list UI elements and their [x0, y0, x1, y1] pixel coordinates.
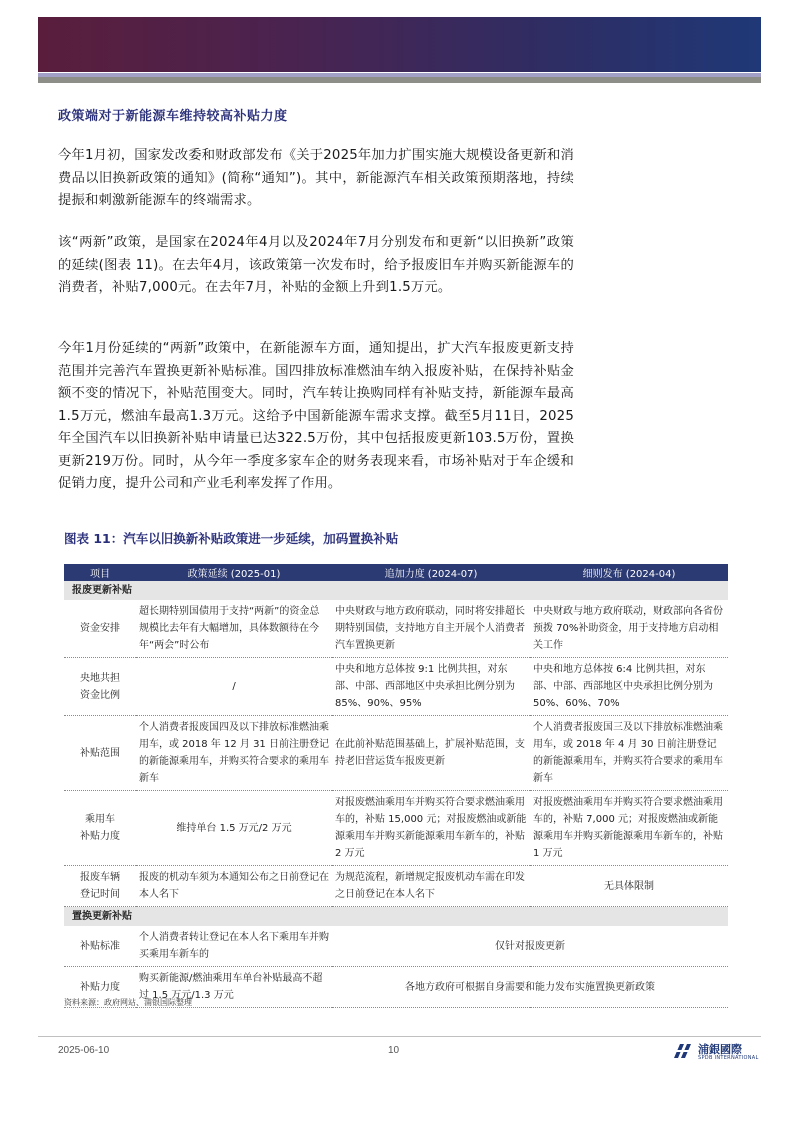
header-banner — [38, 17, 761, 72]
logo-mark-icon — [672, 1040, 694, 1062]
header-2025: 政策延续 (2025-01) — [136, 564, 332, 581]
header-2024-07: 追加力度 (2024-07) — [332, 564, 530, 581]
row-label: 报废车辆 登记时间 — [64, 866, 136, 907]
table-cell: 无具体限制 — [530, 866, 728, 907]
table-cell: 中央和地方总体按 6:4 比例共担，对东部、中部、西部地区中央承担比例分别为 50%、60%、70% — [530, 658, 728, 716]
section-row-exchange — [64, 907, 728, 927]
table-cell: 报废的机动车须为本通知公布之日前登记在本人名下 — [136, 866, 332, 907]
row-label: 乘用车 补贴力度 — [64, 791, 136, 866]
header-rule-gray — [38, 77, 761, 83]
section-row-scrap — [64, 581, 728, 600]
table-row — [64, 866, 728, 907]
table-cell: 各地方政府可根据自身需要和能力发布实施置换更新政策 — [332, 967, 728, 1008]
logo-text-cn: 浦銀國際 — [698, 1043, 742, 1056]
table-cell: 个人消费者报废国四及以下排放标准燃油乘用车，或 2018 年 12 月 31 日前注册登记的新能源乘用车，并购买符合要求的乘用车新车 — [136, 716, 332, 791]
row-label: 资金安排 — [64, 600, 136, 658]
table-cell: 为规范流程，新增规定报废机动车需在印发之日前登记在本人名下 — [332, 866, 530, 907]
footer-rule — [38, 1036, 761, 1037]
section-label: 置换更新补贴 — [64, 907, 728, 927]
paragraph-3: 今年1月份延续的“两新”政策中，在新能源车方面，通知提出，扩大汽车报废更新支持范围并完善汽车置换更新补贴标准。国四排放标准燃油车纳入报废补贴，在保持补贴金额不变的情况下，补贴范围变大。同时，汽车转让换购同样有补贴支持，新能源车最高1.5万元，燃油车最高1.3万元。这给予中国新能源车需求支撑。截至5月11日，2025年全国汽车以旧换新补贴申请量已达322.5万份，其中包括报废更新103.5万份，置换更新219万份。同时，从今年一季度多家车企的财务表现来看，市场补贴对于车企缓和促销力度，提升公司和产业毛利率发挥了作用。 — [58, 341, 574, 491]
row-label: 补贴力度 — [64, 967, 136, 1008]
table-cell: 购买新能源/燃油乘用车单台补贴最高不超过 1.5 万元/1.3 万元 — [136, 967, 332, 1008]
row-label: 补贴范围 — [64, 716, 136, 791]
header-2024-04: 细则发布 (2024-04) — [530, 564, 728, 581]
table-row — [64, 926, 728, 967]
table-row — [64, 600, 728, 658]
paragraph-1: 今年1月初，国家发改委和财政部发布《关于2025年加力扩围实施大规模设备更新和消费品以旧换新政策的通知》(简称“通知”)。其中，新能源汽车相关政策预期落地，持续提振和刺激新能源车的终端需求。 — [58, 148, 574, 208]
company-logo — [672, 1040, 762, 1064]
table-cell: 对报废燃油乘用车并购买符合要求燃油乘用车的，补贴 7,000 元；对报废燃油或新能源乘用车并购买新能源乘用车新车的，补贴 1 万元 — [530, 791, 728, 866]
header-item: 项目 — [64, 564, 136, 581]
section-title: 政策端对于新能源车维持较高补贴力度 — [58, 109, 288, 124]
table-cell: 维持单台 1.5 万元/2 万元 — [136, 791, 332, 866]
source-note: 资料来源：政府网站、浦银国际整理 — [64, 998, 192, 1007]
paragraph-2: 该“两新”政策，是国家在2024年4月以及2024年7月分别发布和更新“以旧换新”政策的延续(图表 11)。在去年4月，该政策第一次发布时，给予报废旧车并购买新能源车的消费者，补贴7,000元。在去年7月，补贴的金额上升到1.5万元。 — [58, 235, 574, 295]
table-row — [64, 716, 728, 791]
logo-text-en: SPDB INTERNATIONAL — [698, 1055, 759, 1061]
table-cell: 在此前补贴范围基础上，扩展补贴范围，支持老旧营运货车报废更新 — [332, 716, 530, 791]
table-row — [64, 791, 728, 866]
table-cell: / — [136, 658, 332, 716]
table-cell: 中央财政与地方政府联动，财政部向各省份预拨 70%补助资金，用于支持地方启动相关工作 — [530, 600, 728, 658]
policy-table — [64, 564, 728, 1008]
page-number: 10 — [388, 1045, 400, 1056]
section-label: 报废更新补贴 — [64, 581, 728, 600]
table-cell: 中央财政与地方政府联动，同时将安排超长期特别国债，支持地方自主开展个人消费者汽车置换更新 — [332, 600, 530, 658]
footer-date: 2025-06-10 — [58, 1045, 110, 1056]
figure-title: 图表 11：汽车以旧换新补贴政策进一步延续，加码置换补贴 — [64, 531, 399, 546]
table-cell: 中央和地方总体按 9:1 比例共担，对东部、中部、西部地区中央承担比例分别为 85%、90%、95% — [332, 658, 530, 716]
table-header-row — [64, 564, 728, 581]
table-cell: 个人消费者报废国三及以下排放标准燃油乘用车，或 2018 年 4 月 30 日前注册登记的新能源乘用车，并购买符合要求的乘用车新车 — [530, 716, 728, 791]
row-label: 补贴标准 — [64, 926, 136, 967]
table-cell: 对报废燃油乘用车并购买符合要求燃油乘用车的，补贴 15,000 元；对报废燃油或新能源乘用车并购买新能源乘用车新车的，补贴 2 万元 — [332, 791, 530, 866]
row-label: 央地共担 资金比例 — [64, 658, 136, 716]
table-cell: 个人消费者转让登记在本人名下乘用车并购买乘用车新车的 — [136, 926, 332, 967]
table-row — [64, 658, 728, 716]
table-cell: 仅针对报废更新 — [332, 926, 728, 967]
table-cell: 超长期特别国债用于支持“两新”的资金总规模比去年有大幅增加，具体数额待在今年“两会”时公布 — [136, 600, 332, 658]
